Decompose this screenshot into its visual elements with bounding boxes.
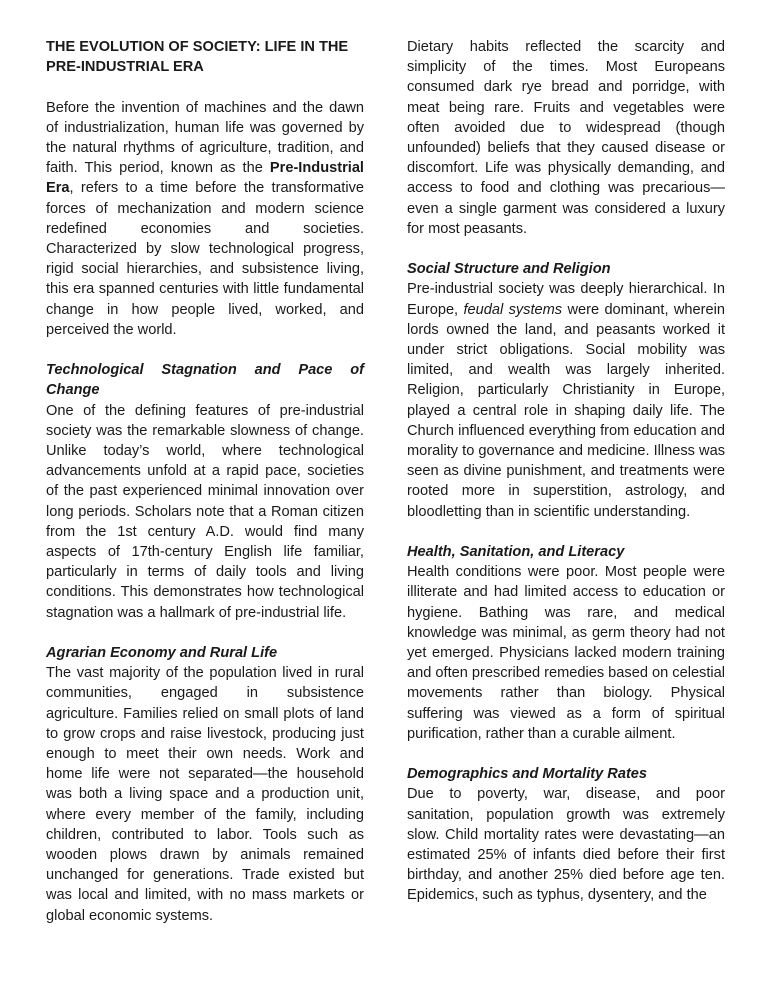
intro-paragraph bbox=[46, 98, 364, 340]
section-heading-health: Health, Sanitation, and Literacy bbox=[407, 544, 625, 561]
section-body-health: Health conditions were poor. Most people were illiterate and had limited access to education or hygiene. Bathing was rare, and medical knowledge was minimal, as germ theory had not yet emerged. Physicians lacked modern training and often prescribed remedies based on celestial movements rather than biology. Physical suffering was viewed as a form of spiritual purification, rather than a curable ailment. bbox=[407, 564, 726, 742]
section-body-technology: One of the defining features of pre-industrial society was the remarkable slowness of change. Unlike today’s world, where technological advancements unfold at a rapid pace, societies of the past experienced minimal innovation over long periods. Scholars note that a Roman citizen from the 1st century A.D. would find many aspects of 17th-century English life familiar, particularly in terms of daily tools and living conditions. This demonstrates how technological stagnation was a hallmark of pre-industrial life. bbox=[46, 402, 364, 621]
section-body-diet: Dietary habits reflected the scarcity and simplicity of the times. Most Europeans consumed dark rye bread and porridge, with meat being rare. Fruits and vegetables were often avoided due to widespread (though unfounded) beliefs that they caused disease or discomfort. Life was physically demanding, and access to food and clothing was precarious—even a single garment was considered a luxury for most peasants. bbox=[407, 39, 725, 237]
intro-text-end: , refers to a time before the transformative forces of mechanization and modern science redefined economies and societies. Characterized by slow technological progress, rigid social hierarchies, and subsistence living, this era spanned centuries with little fundamental change in how people lived, worked, and perceived the world. bbox=[46, 180, 364, 338]
section-heading-demographics: Demographics and Mortality Rates bbox=[407, 766, 648, 783]
social-text-end: were dominant, wherein lords owned the land, and peasants worked it under strict obligations. Social mobility was limited, and wealth was largely inherited. Religion, particularly Christianity in Europe, played a central role in shaping daily life. The Church influenced everything from education and morality to governance and medicine. Illness was seen as divine punishment, and treatments were rooted more in superstition, astrology, and bloodletting than in scientific understanding. bbox=[407, 301, 726, 520]
section-heading-social: Social Structure and Religion bbox=[407, 261, 611, 278]
social-text-start: Pre-industrial society was deeply hierarchical. In Europe, bbox=[407, 281, 725, 318]
right-column bbox=[407, 37, 725, 906]
section-heading-technology: Technological Stagnation and Pace of Change bbox=[46, 362, 364, 399]
intro-text-start: Before the invention of machines and the dawn of industrialization, human life was governed by the natural rhythms of agriculture, tradition, and faith. This period, known as the bbox=[46, 99, 364, 177]
section-body-demographics: Due to poverty, war, disease, and poor sanitation, population growth was extremely slow. Child mortality rates were devastating—an estimated 25% of infants died before their first birthday, and another 25% died before age ten. Epidemics, such as typhus, dysentery, and the bbox=[407, 786, 725, 904]
document-title: THE EVOLUTION OF SOCIETY: LIFE IN THE PRE-INDUSTRIAL ERA bbox=[46, 39, 349, 76]
social-term-feudal-systems: feudal systems bbox=[463, 301, 563, 318]
left-column bbox=[46, 37, 364, 926]
section-body-agrarian: The vast majority of the population lived in rural communities, engaged in subsistence agriculture. Families relied on small plots of land to grow crops and raise livestock, producing just enough to meet their own needs. Work and home life were not separated—the household was both a living space and a production unit, where every member of the family, including children, contributed to labor. Tools such as wooden plows drawn by animals remained unchanged for generations. Trade existed but was local and limited, with no mass markets or global economic systems. bbox=[46, 665, 364, 924]
section-body-social bbox=[407, 279, 725, 521]
section-heading-agrarian: Agrarian Economy and Rural Life bbox=[46, 645, 278, 662]
intro-term-pre-industrial-era: Pre-Industrial Era bbox=[46, 160, 364, 197]
